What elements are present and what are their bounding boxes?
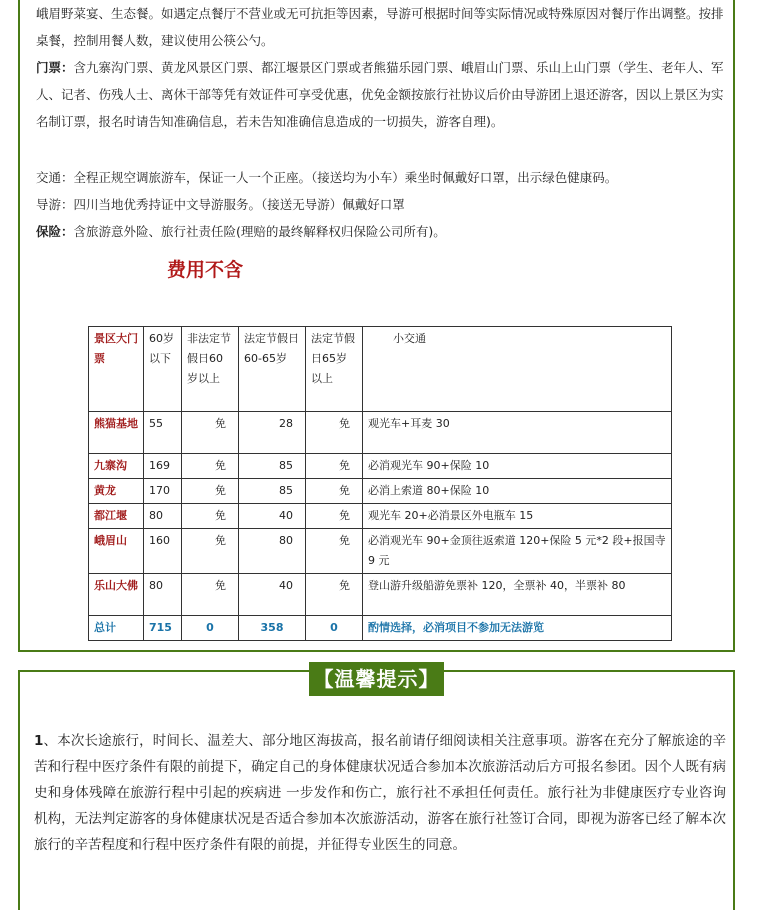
tickets-label: 门票： <box>36 60 74 75</box>
price-cell: 169 <box>144 454 182 479</box>
site-cell: 峨眉山 <box>89 529 144 574</box>
total-cell: 358 <box>239 616 306 641</box>
transport-text: 全程正规空调旅游车，保证一人一个正座。（接送均为小车）乘坐时佩戴好口罩，出示绿色健康码。 <box>73 170 618 185</box>
transport-cell: 必消观光车 90+金顶往返索道 120+保险 5 元*2 段+报国寺 9 元 <box>363 529 672 574</box>
transport-info <box>36 164 726 191</box>
table-row <box>89 479 672 504</box>
header-site: 景区大门票 <box>89 327 144 412</box>
excluded-costs-title: 费用不含 <box>167 259 244 281</box>
table-row <box>89 504 672 529</box>
table-row <box>89 529 672 574</box>
price-cell: 40 <box>239 504 306 529</box>
price-cell: 免 <box>182 454 239 479</box>
price-cell: 170 <box>144 479 182 504</box>
insurance-info <box>36 218 726 245</box>
total-label: 总计 <box>89 616 144 641</box>
transport-cell: 观光车+耳麦 30 <box>363 412 672 454</box>
guide-text: 四川当地优秀持证中文导游服务。（接送无导游）佩戴好口罩 <box>73 197 405 212</box>
header-holiday65: 法定节假日65岁以上 <box>306 327 363 412</box>
itinerary-details-panel <box>18 0 735 652</box>
tips-header: 【温馨提示】 <box>309 662 444 696</box>
price-cell: 免 <box>306 529 363 574</box>
tip-item-1 <box>34 728 726 858</box>
header-nonholiday60: 非法定节假日60岁以上 <box>182 327 239 412</box>
total-cell: 715 <box>144 616 182 641</box>
total-cell: 0 <box>306 616 363 641</box>
tips-panel <box>18 667 735 910</box>
transport-cell: 必消上索道 80+保险 10 <box>363 479 672 504</box>
tickets-text: 含九寨沟门票、黄龙风景区门票、都江堰景区门票或者熊猫乐园门票、峨眉山门票、乐山上山门票（学生、老年人、军人、记者、伤残人士、离休干部等凭有效证件可享受优惠，优免金额按旅行社协议后价由导游团上退还游客，因以上景区为实名制订票，报名时请告知准确信息，若未告知准确信息造成的一切损失，游客自理)。 <box>36 60 724 129</box>
header-under60: 60岁以下 <box>144 327 182 412</box>
total-transport-note: 酌情选择，必消项目不参加无法游览 <box>363 616 672 641</box>
header-transport: 小交通 <box>363 327 672 412</box>
price-cell: 免 <box>182 529 239 574</box>
table-row <box>89 412 672 454</box>
guide-info <box>36 191 726 218</box>
transport-cell: 登山游升级船游免票补 120，全票补 40，半票补 80 <box>363 574 672 616</box>
price-cell: 85 <box>239 454 306 479</box>
table-header-row <box>89 327 672 412</box>
ticket-fee-table <box>88 326 672 641</box>
price-cell: 160 <box>144 529 182 574</box>
site-cell: 都江堰 <box>89 504 144 529</box>
price-cell: 免 <box>182 412 239 454</box>
guide-label: 导游： <box>36 197 74 212</box>
table-row <box>89 574 672 616</box>
price-cell: 80 <box>144 574 182 616</box>
site-cell: 黄龙 <box>89 479 144 504</box>
price-cell: 免 <box>306 454 363 479</box>
tip-number: 1 <box>34 733 44 749</box>
price-cell: 40 <box>239 574 306 616</box>
price-cell: 免 <box>182 504 239 529</box>
meal-info-text: 峨眉野菜宴、生态餐。如遇定点餐厅不营业或无可抗拒等因素，导游可根据时间等实际情况或特殊原因对餐厅作出调整。按排桌餐，控制用餐人数，建议使用公筷公勺。 <box>36 6 724 48</box>
transport-cell: 观光车 20+必消景区外电瓶车 15 <box>363 504 672 529</box>
price-cell: 85 <box>239 479 306 504</box>
site-cell: 熊猫基地 <box>89 412 144 454</box>
price-cell: 免 <box>306 574 363 616</box>
table-total-row <box>89 616 672 641</box>
price-cell: 免 <box>182 574 239 616</box>
insurance-text: 含旅游意外险、旅行社责任险(理赔的最终解释权归保险公司所有)。 <box>73 224 446 239</box>
transport-cell: 必消观光车 90+保险 10 <box>363 454 672 479</box>
price-cell: 免 <box>306 412 363 454</box>
transport-label: 交通： <box>36 170 74 185</box>
price-cell: 免 <box>182 479 239 504</box>
site-cell: 九寨沟 <box>89 454 144 479</box>
price-cell: 55 <box>144 412 182 454</box>
price-cell: 80 <box>239 529 306 574</box>
table-row <box>89 454 672 479</box>
tickets-info <box>36 54 726 135</box>
price-cell: 免 <box>306 504 363 529</box>
insurance-label: 保险： <box>36 224 74 239</box>
site-cell: 乐山大佛 <box>89 574 144 616</box>
price-cell: 80 <box>144 504 182 529</box>
header-holiday60-65: 法定节假日60-65岁 <box>239 327 306 412</box>
total-cell: 0 <box>182 616 239 641</box>
price-cell: 28 <box>239 412 306 454</box>
tip-text: 、本次长途旅行，时间长、温差大、部分地区海拔高，报名前请仔细阅读相关注意事项。游客在充分了解旅途的辛苦和行程中医疗条件有限的前提下，确定自己的身体健康状况适合参加本次旅游活动后方可报名参团。因个人既有病史和身体残障在旅游行程中引起的疾病进 一步发作和伤亡，旅行社不承担任何责任。旅行社为非健康医疗专业咨询机构，无法判定游客的身体健康状况是否适合参加本次旅游活动，游客在旅行社签订合同，即视为游客已经了解本次旅行的辛苦程度和行程中医疗条件有限的前提，并征得专业医生的同意。 <box>34 733 726 853</box>
price-cell: 免 <box>306 479 363 504</box>
